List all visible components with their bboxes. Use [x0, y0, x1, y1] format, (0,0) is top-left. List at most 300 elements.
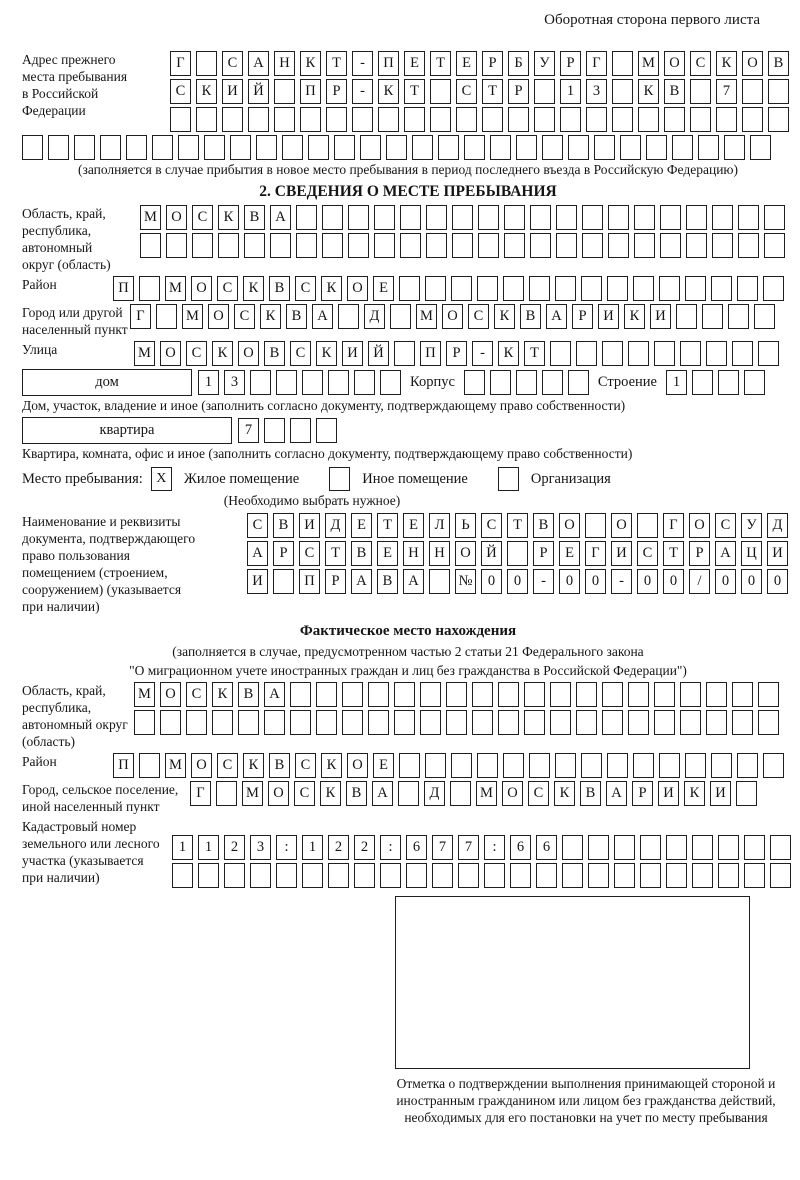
char-cell[interactable]	[451, 276, 472, 301]
char-cell[interactable]	[724, 135, 745, 160]
char-cell[interactable]: О	[166, 205, 187, 230]
char-cell[interactable]: Н	[429, 541, 450, 566]
char-cell[interactable]	[686, 233, 707, 258]
char-cell[interactable]	[534, 79, 555, 104]
char-cell[interactable]	[224, 863, 245, 888]
char-cell[interactable]: С	[295, 276, 316, 301]
char-cell[interactable]: 3	[224, 370, 245, 395]
char-cell[interactable]	[380, 370, 401, 395]
char-cell[interactable]: К	[243, 276, 264, 301]
char-cell[interactable]	[660, 205, 681, 230]
char-cell[interactable]: А	[606, 781, 627, 806]
char-cell[interactable]: К	[218, 205, 239, 230]
char-cell[interactable]: 0	[663, 569, 684, 594]
char-cell[interactable]	[633, 753, 654, 778]
char-cell[interactable]	[706, 341, 727, 366]
char-cell[interactable]	[334, 135, 355, 160]
char-cell[interactable]	[582, 205, 603, 230]
char-cell[interactable]	[412, 135, 433, 160]
char-cell[interactable]	[352, 107, 373, 132]
char-cell[interactable]: О	[160, 341, 181, 366]
char-cell[interactable]	[556, 205, 577, 230]
char-cell[interactable]	[426, 233, 447, 258]
char-cell[interactable]: С	[217, 276, 238, 301]
char-cell[interactable]: И	[611, 541, 632, 566]
char-cell[interactable]	[126, 135, 147, 160]
char-cell[interactable]: Г	[170, 51, 191, 76]
char-cell[interactable]	[607, 276, 628, 301]
char-cell[interactable]: Р	[632, 781, 653, 806]
char-cell[interactable]	[368, 710, 389, 735]
char-cell[interactable]: У	[741, 513, 762, 538]
char-cell[interactable]: В	[264, 341, 285, 366]
char-cell[interactable]	[542, 135, 563, 160]
char-cell[interactable]	[602, 341, 623, 366]
char-cell[interactable]: Р	[533, 541, 554, 566]
char-cell[interactable]	[498, 682, 519, 707]
char-cell[interactable]	[394, 710, 415, 735]
char-cell[interactable]	[456, 107, 477, 132]
char-cell[interactable]	[172, 863, 193, 888]
char-cell[interactable]	[322, 205, 343, 230]
char-cell[interactable]: О	[559, 513, 580, 538]
char-cell[interactable]: И	[247, 569, 268, 594]
char-cell[interactable]: С	[217, 753, 238, 778]
char-cell[interactable]: С	[456, 79, 477, 104]
char-cell[interactable]	[250, 863, 271, 888]
char-cell[interactable]	[637, 513, 658, 538]
char-cell[interactable]	[378, 107, 399, 132]
char-cell[interactable]	[273, 569, 294, 594]
char-cell[interactable]: 0	[481, 569, 502, 594]
char-cell[interactable]	[738, 205, 759, 230]
char-cell[interactable]	[560, 107, 581, 132]
char-cell[interactable]	[510, 863, 531, 888]
char-cell[interactable]: И	[658, 781, 679, 806]
char-cell[interactable]: А	[372, 781, 393, 806]
char-cell[interactable]	[763, 753, 784, 778]
char-cell[interactable]	[430, 107, 451, 132]
char-cell[interactable]	[664, 107, 685, 132]
char-cell[interactable]	[368, 682, 389, 707]
char-cell[interactable]	[758, 710, 779, 735]
char-cell[interactable]	[400, 233, 421, 258]
char-cell[interactable]: О	[347, 276, 368, 301]
char-cell[interactable]: В	[238, 682, 259, 707]
char-cell[interactable]: О	[191, 753, 212, 778]
char-cell[interactable]: С	[468, 304, 489, 329]
char-cell[interactable]	[728, 304, 749, 329]
char-cell[interactable]	[498, 710, 519, 735]
char-cell[interactable]	[458, 863, 479, 888]
char-cell[interactable]	[716, 107, 737, 132]
char-cell[interactable]	[698, 135, 719, 160]
char-cell[interactable]	[686, 205, 707, 230]
char-cell[interactable]	[666, 835, 687, 860]
char-cell[interactable]: Р	[325, 569, 346, 594]
char-cell[interactable]: П	[113, 753, 134, 778]
char-cell[interactable]	[238, 710, 259, 735]
char-cell[interactable]: О	[455, 541, 476, 566]
char-cell[interactable]: Р	[482, 51, 503, 76]
char-cell[interactable]: К	[554, 781, 575, 806]
char-cell[interactable]	[394, 341, 415, 366]
char-cell[interactable]: А	[715, 541, 736, 566]
char-cell[interactable]: С	[192, 205, 213, 230]
char-cell[interactable]: :	[380, 835, 401, 860]
char-cell[interactable]	[216, 781, 237, 806]
char-cell[interactable]: Т	[325, 541, 346, 566]
char-cell[interactable]: Р	[689, 541, 710, 566]
char-cell[interactable]: К	[716, 51, 737, 76]
char-cell[interactable]	[659, 276, 680, 301]
char-cell[interactable]	[634, 233, 655, 258]
char-cell[interactable]	[300, 107, 321, 132]
char-cell[interactable]	[758, 341, 779, 366]
char-cell[interactable]	[178, 135, 199, 160]
char-cell[interactable]: И	[767, 541, 788, 566]
char-cell[interactable]: Р	[446, 341, 467, 366]
char-cell[interactable]: В	[520, 304, 541, 329]
char-cell[interactable]	[550, 710, 571, 735]
char-cell[interactable]: К	[260, 304, 281, 329]
char-cell[interactable]	[680, 341, 701, 366]
char-cell[interactable]	[186, 710, 207, 735]
char-cell[interactable]	[399, 753, 420, 778]
char-cell[interactable]	[342, 710, 363, 735]
char-cell[interactable]	[685, 276, 706, 301]
char-cell[interactable]	[222, 107, 243, 132]
char-cell[interactable]: :	[484, 835, 505, 860]
char-cell[interactable]	[134, 710, 155, 735]
char-cell[interactable]: 3	[250, 835, 271, 860]
char-cell[interactable]	[290, 418, 311, 443]
char-cell[interactable]	[536, 863, 557, 888]
char-cell[interactable]	[100, 135, 121, 160]
char-cell[interactable]	[718, 863, 739, 888]
char-cell[interactable]: К	[212, 682, 233, 707]
char-cell[interactable]	[420, 682, 441, 707]
char-cell[interactable]	[230, 135, 251, 160]
char-cell[interactable]: С	[299, 541, 320, 566]
char-cell[interactable]: 6	[510, 835, 531, 860]
char-cell[interactable]: О	[208, 304, 229, 329]
char-cell[interactable]	[692, 863, 713, 888]
char-cell[interactable]: 7	[238, 418, 259, 443]
char-cell[interactable]: Т	[524, 341, 545, 366]
char-cell[interactable]: С	[186, 341, 207, 366]
char-cell[interactable]: С	[481, 513, 502, 538]
char-cell[interactable]	[640, 863, 661, 888]
char-cell[interactable]	[374, 233, 395, 258]
char-cell[interactable]: О	[611, 513, 632, 538]
char-cell[interactable]: С	[222, 51, 243, 76]
char-cell[interactable]	[160, 710, 181, 735]
char-cell[interactable]: С	[186, 682, 207, 707]
char-cell[interactable]	[139, 753, 160, 778]
char-cell[interactable]	[451, 753, 472, 778]
char-cell[interactable]	[139, 276, 160, 301]
char-cell[interactable]: У	[534, 51, 555, 76]
char-cell[interactable]	[530, 205, 551, 230]
char-cell[interactable]: О	[238, 341, 259, 366]
char-cell[interactable]	[425, 276, 446, 301]
char-cell[interactable]	[764, 233, 785, 258]
char-cell[interactable]	[576, 341, 597, 366]
char-cell[interactable]	[326, 107, 347, 132]
char-cell[interactable]	[478, 233, 499, 258]
char-cell[interactable]	[750, 135, 771, 160]
char-cell[interactable]: А	[270, 205, 291, 230]
char-cell[interactable]	[48, 135, 69, 160]
char-cell[interactable]: М	[638, 51, 659, 76]
char-cell[interactable]	[322, 233, 343, 258]
char-cell[interactable]	[276, 863, 297, 888]
char-cell[interactable]	[742, 79, 763, 104]
char-cell[interactable]	[628, 710, 649, 735]
char-cell[interactable]: С	[290, 341, 311, 366]
char-cell[interactable]: Т	[430, 51, 451, 76]
char-cell[interactable]	[764, 205, 785, 230]
char-cell[interactable]	[504, 233, 525, 258]
char-cell[interactable]: Р	[560, 51, 581, 76]
char-cell[interactable]: С	[294, 781, 315, 806]
char-cell[interactable]	[612, 107, 633, 132]
char-cell[interactable]	[744, 370, 765, 395]
char-cell[interactable]: Ь	[455, 513, 476, 538]
char-cell[interactable]: И	[342, 341, 363, 366]
char-cell[interactable]	[166, 233, 187, 258]
char-cell[interactable]	[711, 753, 732, 778]
char-cell[interactable]: В	[269, 276, 290, 301]
char-cell[interactable]: К	[316, 341, 337, 366]
char-cell[interactable]: В	[346, 781, 367, 806]
char-cell[interactable]: А	[247, 541, 268, 566]
char-cell[interactable]	[398, 781, 419, 806]
char-cell[interactable]	[508, 107, 529, 132]
char-cell[interactable]	[692, 835, 713, 860]
char-cell[interactable]	[446, 710, 467, 735]
char-cell[interactable]	[542, 370, 563, 395]
char-cell[interactable]: К	[321, 276, 342, 301]
char-cell[interactable]	[507, 541, 528, 566]
char-cell[interactable]	[264, 710, 285, 735]
char-cell[interactable]: Б	[508, 51, 529, 76]
char-cell[interactable]: В	[768, 51, 789, 76]
char-cell[interactable]	[316, 682, 337, 707]
char-cell[interactable]: М	[165, 753, 186, 778]
char-cell[interactable]	[614, 835, 635, 860]
char-cell[interactable]: 0	[559, 569, 580, 594]
char-cell[interactable]	[290, 682, 311, 707]
char-cell[interactable]: 7	[432, 835, 453, 860]
char-cell[interactable]	[524, 710, 545, 735]
char-cell[interactable]	[482, 107, 503, 132]
char-cell[interactable]: 0	[767, 569, 788, 594]
char-cell[interactable]	[737, 753, 758, 778]
char-cell[interactable]: А	[264, 682, 285, 707]
char-cell[interactable]: 7	[458, 835, 479, 860]
char-cell[interactable]	[555, 276, 576, 301]
char-cell[interactable]	[608, 205, 629, 230]
char-cell[interactable]	[302, 863, 323, 888]
char-cell[interactable]	[152, 135, 173, 160]
char-cell[interactable]	[712, 205, 733, 230]
char-cell[interactable]	[406, 863, 427, 888]
char-cell[interactable]: К	[212, 341, 233, 366]
char-cell[interactable]: А	[403, 569, 424, 594]
char-cell[interactable]: К	[321, 753, 342, 778]
char-cell[interactable]: М	[134, 341, 155, 366]
char-cell[interactable]	[464, 135, 485, 160]
char-cell[interactable]: К	[684, 781, 705, 806]
char-cell[interactable]: Л	[429, 513, 450, 538]
char-cell[interactable]	[354, 370, 375, 395]
char-cell[interactable]: Н	[403, 541, 424, 566]
char-cell[interactable]	[711, 276, 732, 301]
char-cell[interactable]	[612, 51, 633, 76]
char-cell[interactable]: С	[295, 753, 316, 778]
char-cell[interactable]	[612, 79, 633, 104]
char-cell[interactable]	[516, 370, 537, 395]
char-cell[interactable]	[529, 276, 550, 301]
char-cell[interactable]	[348, 233, 369, 258]
char-cell[interactable]	[380, 863, 401, 888]
char-cell[interactable]: -	[352, 79, 373, 104]
char-cell[interactable]	[534, 107, 555, 132]
char-cell[interactable]: Г	[585, 541, 606, 566]
char-cell[interactable]: Р	[572, 304, 593, 329]
char-cell[interactable]	[244, 233, 265, 258]
char-cell[interactable]	[274, 79, 295, 104]
char-cell[interactable]: О	[268, 781, 289, 806]
char-cell[interactable]: С	[637, 541, 658, 566]
char-cell[interactable]	[732, 341, 753, 366]
char-cell[interactable]: В	[377, 569, 398, 594]
char-cell[interactable]: Е	[377, 541, 398, 566]
char-cell[interactable]: С	[528, 781, 549, 806]
char-cell[interactable]	[628, 682, 649, 707]
char-cell[interactable]: Т	[663, 541, 684, 566]
char-cell[interactable]: М	[242, 781, 263, 806]
char-cell[interactable]	[614, 863, 635, 888]
char-cell[interactable]	[472, 710, 493, 735]
char-cell[interactable]	[562, 863, 583, 888]
char-cell[interactable]: А	[312, 304, 333, 329]
char-cell[interactable]	[659, 753, 680, 778]
char-cell[interactable]	[550, 341, 571, 366]
char-cell[interactable]: В	[269, 753, 290, 778]
char-cell[interactable]	[666, 863, 687, 888]
char-cell[interactable]: И	[650, 304, 671, 329]
char-cell[interactable]	[732, 682, 753, 707]
char-cell[interactable]	[588, 835, 609, 860]
char-cell[interactable]: Р	[508, 79, 529, 104]
char-cell[interactable]	[348, 205, 369, 230]
char-cell[interactable]: П	[299, 569, 320, 594]
char-cell[interactable]	[555, 753, 576, 778]
char-cell[interactable]: Й	[481, 541, 502, 566]
char-cell[interactable]: М	[140, 205, 161, 230]
char-cell[interactable]	[586, 107, 607, 132]
char-cell[interactable]	[568, 135, 589, 160]
char-cell[interactable]: К	[494, 304, 515, 329]
char-cell[interactable]: С	[234, 304, 255, 329]
char-cell[interactable]	[478, 205, 499, 230]
char-cell[interactable]: М	[134, 682, 155, 707]
char-cell[interactable]: 2	[354, 835, 375, 860]
char-cell[interactable]	[690, 107, 711, 132]
char-cell[interactable]	[338, 304, 359, 329]
char-cell[interactable]: В	[580, 781, 601, 806]
char-cell[interactable]	[360, 135, 381, 160]
char-cell[interactable]: 2	[224, 835, 245, 860]
char-cell[interactable]: Е	[373, 753, 394, 778]
char-cell[interactable]	[608, 233, 629, 258]
char-cell[interactable]: 0	[741, 569, 762, 594]
char-cell[interactable]: П	[420, 341, 441, 366]
char-cell[interactable]: Т	[326, 51, 347, 76]
char-cell[interactable]	[452, 233, 473, 258]
char-cell[interactable]: Т	[482, 79, 503, 104]
char-cell[interactable]: П	[113, 276, 134, 301]
char-cell[interactable]: Г	[190, 781, 211, 806]
char-cell[interactable]: И	[710, 781, 731, 806]
char-cell[interactable]	[342, 682, 363, 707]
char-cell[interactable]	[425, 753, 446, 778]
char-cell[interactable]	[530, 233, 551, 258]
char-cell[interactable]	[718, 370, 739, 395]
char-cell[interactable]	[192, 233, 213, 258]
char-cell[interactable]: :	[276, 835, 297, 860]
char-cell[interactable]: Д	[325, 513, 346, 538]
char-cell[interactable]: 1	[172, 835, 193, 860]
char-cell[interactable]	[204, 135, 225, 160]
char-cell[interactable]: 0	[507, 569, 528, 594]
char-cell[interactable]: Д	[767, 513, 788, 538]
char-cell[interactable]: О	[742, 51, 763, 76]
char-cell[interactable]: С	[247, 513, 268, 538]
char-cell[interactable]	[156, 304, 177, 329]
char-cell[interactable]: К	[300, 51, 321, 76]
char-cell[interactable]: О	[442, 304, 463, 329]
char-cell[interactable]	[702, 304, 723, 329]
char-cell[interactable]: -	[611, 569, 632, 594]
char-cell[interactable]: Й	[368, 341, 389, 366]
char-cell[interactable]: 6	[536, 835, 557, 860]
char-cell[interactable]: Р	[273, 541, 294, 566]
char-cell[interactable]	[432, 863, 453, 888]
checkbox-other-premises[interactable]	[329, 467, 350, 491]
char-cell[interactable]: С	[690, 51, 711, 76]
char-cell[interactable]: П	[378, 51, 399, 76]
char-cell[interactable]: Е	[456, 51, 477, 76]
char-cell[interactable]: 1	[198, 835, 219, 860]
char-cell[interactable]	[256, 135, 277, 160]
char-cell[interactable]: В	[351, 541, 372, 566]
char-cell[interactable]: О	[502, 781, 523, 806]
char-cell[interactable]	[316, 710, 337, 735]
char-cell[interactable]	[529, 753, 550, 778]
char-cell[interactable]	[198, 863, 219, 888]
char-cell[interactable]: -	[352, 51, 373, 76]
char-cell[interactable]	[620, 135, 641, 160]
char-cell[interactable]	[503, 753, 524, 778]
char-cell[interactable]	[633, 276, 654, 301]
char-cell[interactable]	[450, 781, 471, 806]
char-cell[interactable]	[426, 205, 447, 230]
char-cell[interactable]	[328, 863, 349, 888]
